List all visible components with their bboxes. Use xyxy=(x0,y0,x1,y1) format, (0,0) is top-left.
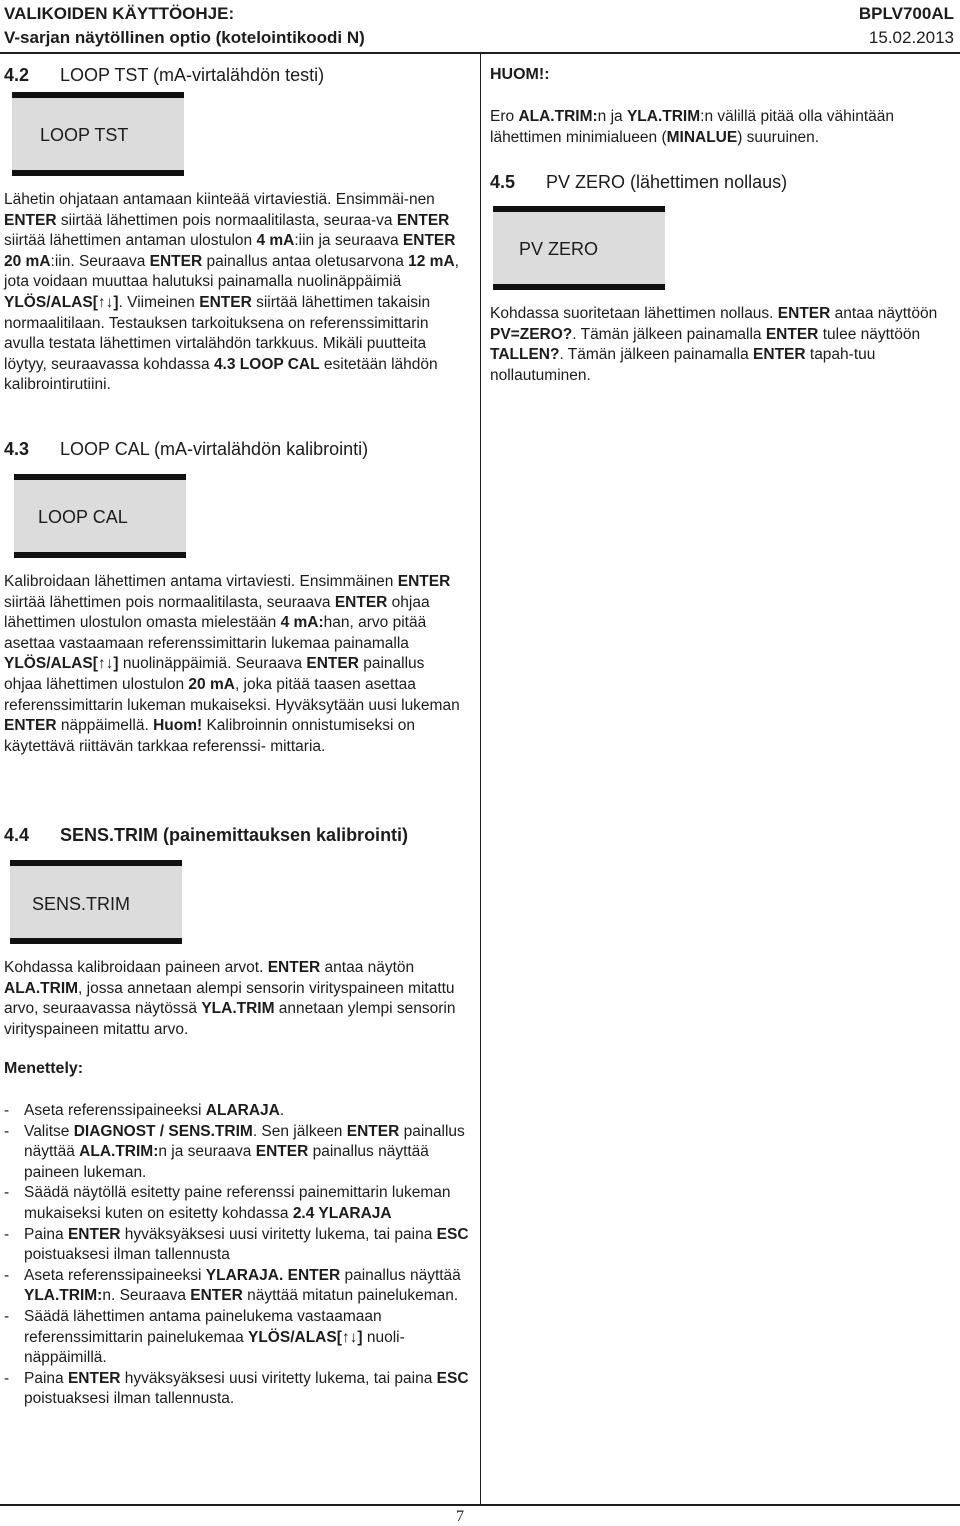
list-item: - Paina ENTER hyväksyäksesi uusi viritetty lukema, tai paina ESC poistuaksesi ilman tallennusta xyxy=(4,1225,469,1264)
paragraph-sens-trim: Kohdassa kalibroidaan paineen arvot. ENTER antaa näytön ALA.TRIM, jossa annetaan alempi sensorin virityspaineen mitattu arvo, seuraavassa näytössä YLA.TRIM annetaan ylempi sensorin virityspaineen mitattu arvo. xyxy=(4,959,456,1038)
section-number: 4.3 xyxy=(4,439,30,459)
document-date: 15.02.2013 xyxy=(868,28,954,47)
list-item: - Aseta referenssipaineeksi ALARAJA. xyxy=(4,1102,285,1119)
section-4-5-heading xyxy=(490,170,787,194)
lcd-display-sens-trim xyxy=(10,860,182,944)
list-item: - Aseta referenssipaineeksi YLARAJA. ENTER painallus näyttää YLA.TRIM:n. Seuraava ENTER näyttää mitatun painelukeman. xyxy=(4,1266,461,1305)
section-title: LOOP CAL (mA-virtalähdön kalibrointi) xyxy=(60,439,369,459)
lcd-text: PV ZERO xyxy=(519,239,599,259)
document-meta xyxy=(859,2,954,50)
lcd-text: LOOP CAL xyxy=(38,507,128,527)
procedure-list xyxy=(4,1101,470,1410)
document-title-line2: V-sarjan näytöllinen optio (kotelointikoodi N) xyxy=(4,28,365,47)
list-item: - Säädä lähettimen antama painelukema vastaamaan referenssimittarin painelukemaa YLÖS/ALAS[↑↓] nuoli-näppäimillä. xyxy=(4,1307,405,1367)
section-number: 4.5 xyxy=(490,172,516,192)
paragraph-loop-cal: Kalibroidaan lähettimen antama virtaviesti. Ensimmäinen ENTER siirtää lähettimen pois normaalitilasta, seuraava ENTER ohjaa lähettimen ulostulon omasta mielestään 4 mA:han, arvo pitää asettaa vastaamaan referenssimittarin lukemaa painamalla YLÖS/ALAS[↑↓] nuolinäppäimiä. Seuraava ENTER painallus ohjaa lähettimen ulostulon 20 mA, joka pitää taasen asettaa referenssimittarin lukeman mukaiseksi. Hyväksytään uusi lukeman ENTER näppäimellä. Huom! Kalibroinnin onnistumiseksi on käytettävä riittävän tarkkaa referenssi- mittaria. xyxy=(4,573,460,755)
section-title: PV ZERO (lähettimen nollaus) xyxy=(546,172,788,192)
footer-rule xyxy=(0,1504,960,1506)
lcd-text: LOOP TST xyxy=(40,125,129,145)
lcd-display-loop-cal xyxy=(14,474,186,558)
lcd-text: SENS.TRIM xyxy=(32,894,131,914)
page-number: 7 xyxy=(456,1508,464,1525)
section-title: LOOP TST (mA-virtalähdön testi) xyxy=(60,65,325,85)
document-title-line1: VALIKOIDEN KÄYTTÖOHJE: xyxy=(4,4,235,23)
section-4-3-heading xyxy=(4,437,368,461)
model-code: BPLV700AL xyxy=(858,4,954,23)
note-text: Ero ALA.TRIM:n ja YLA.TRIM:n välillä pitää olla vähintään lähettimen minimialueen (MINALUE) suuruinen. xyxy=(490,108,895,146)
section-4-2-heading xyxy=(4,63,324,87)
section-4-4-heading xyxy=(4,823,408,847)
document-title xyxy=(4,2,365,50)
column-divider xyxy=(480,54,481,1504)
section-number: 4.4 xyxy=(4,825,30,845)
lcd-display-loop-tst xyxy=(12,92,184,176)
paragraph-loop-tst: Lähetin ohjataan antamaan kiinteää virtaviestiä. Ensimmäi-nen ENTER siirtää lähettimen pois normaalitilasta, seuraa-va ENTER siirtää lähettimen antaman ulostulon 4 mA:iin ja seuraava ENTER 20 mA:iin. Seuraava ENTER painallus antaa oletusarvona 12 mA, jota voidaan muuttaa halutuksi painamalla nuolinäppäimiä YLÖS/ALAS[↑↓]. Viimeinen ENTER siirtää lähettimen takaisin normaalitilaan. Testauksen tarkoituksena on referenssimittarin avulla testata lähettimen virtalähdön tarkkuus. Mikäli puutteita löytyy, seuraavassa kohdassa 4.3 LOOP CAL esitetään lähdön kalibrointirutiini. xyxy=(4,191,459,394)
section-number: 4.2 xyxy=(4,65,30,85)
list-item: - Valitse DIAGNOST / SENS.TRIM. Sen jälkeen ENTER painallus näyttää ALA.TRIM:n ja seuraava ENTER painallus näyttää paineen lukeman. xyxy=(4,1122,465,1181)
list-item: - Paina ENTER hyväksyäksesi uusi viritetty lukema, tai paina ESC poistuaksesi ilman tallennusta. xyxy=(4,1369,469,1408)
paragraph-pv-zero: Kohdassa suoritetaan lähettimen nollaus. ENTER antaa näyttöön PV=ZERO?. Tämän jälkeen painamalla ENTER tulee näyttöön TALLEN?. Tämän jälkeen painamalla ENTER tapah-tuu nollautuminen. xyxy=(490,305,938,384)
note-title: HUOM!: xyxy=(490,66,550,83)
list-item: - Säädä näytöllä esitetty paine referenssi painemittarin lukeman mukaiseksi kuten on esitetty kohdassa 2.4 YLARAJA xyxy=(4,1184,451,1222)
procedure-title: Menettely: xyxy=(4,1060,84,1077)
lcd-display-pv-zero xyxy=(493,206,665,290)
section-title: SENS.TRIM (painemittauksen kalibrointi) xyxy=(60,825,409,845)
